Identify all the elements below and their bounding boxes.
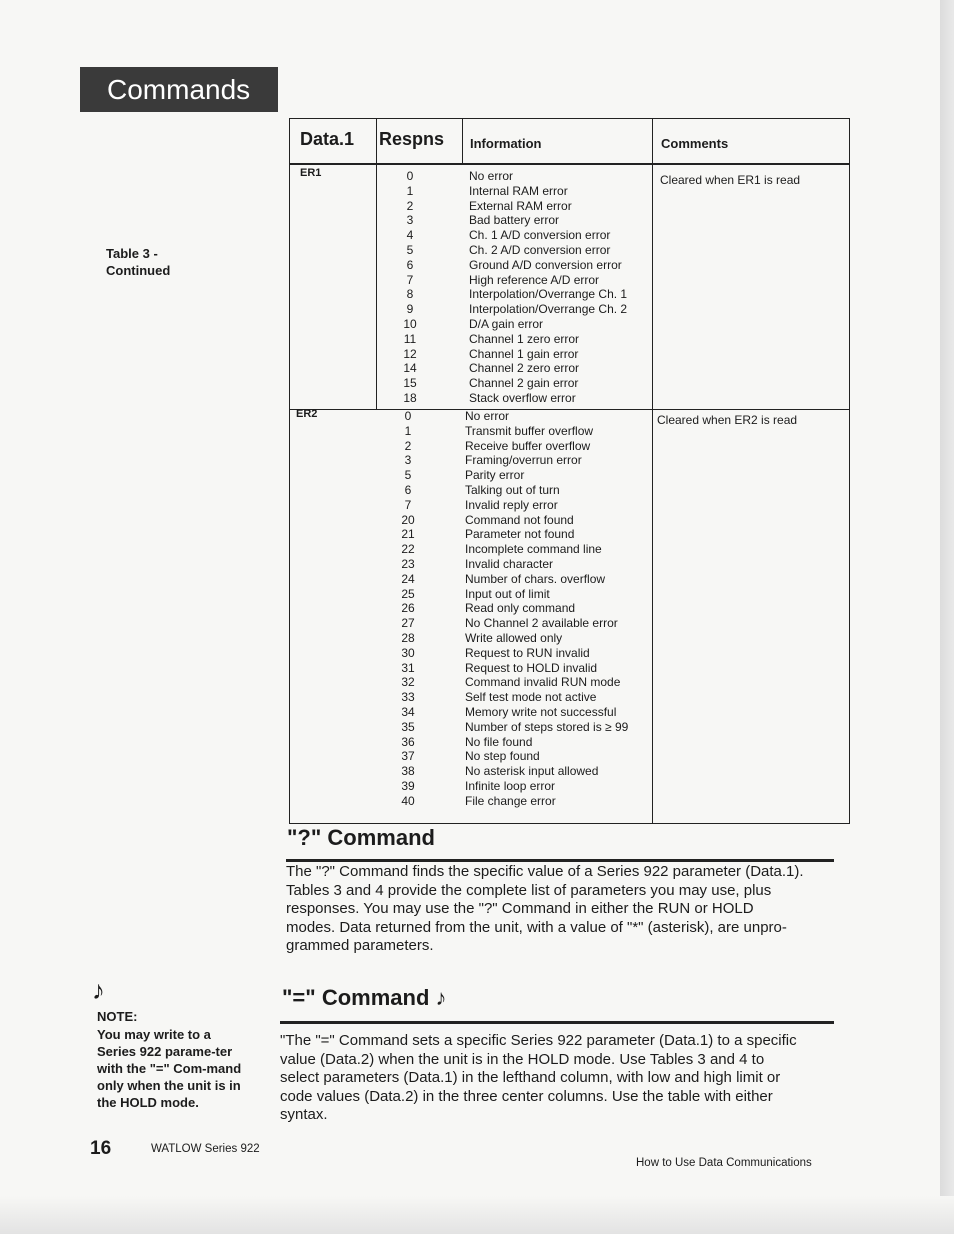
body-line: syntax. — [280, 1106, 328, 1123]
er1-code: 1 — [406, 183, 414, 198]
er2-code: 32 — [401, 675, 415, 690]
body-line: The "?" Command finds the specific value of a Series 922 parameter (Data.1). — [286, 863, 804, 880]
er2-code: 35 — [401, 719, 415, 734]
er1-info: External RAM error — [469, 198, 572, 213]
er2-code: 2 — [404, 438, 412, 453]
er2-code: 0 — [404, 409, 412, 423]
er2-info: Command not found — [465, 512, 574, 527]
er2-info: No error — [465, 409, 510, 423]
eighth-note-icon: ♪ — [92, 975, 105, 1005]
page-number: 16 — [90, 1138, 112, 1159]
scan-bottom-shadow — [0, 1196, 954, 1234]
question-command-rule — [286, 859, 834, 862]
er1-info: D/A gain error — [469, 316, 544, 331]
column-divider-3 — [652, 119, 653, 823]
er2-code-column — [383, 409, 433, 809]
error-code-table — [289, 118, 850, 824]
er2-code: 26 — [401, 601, 415, 616]
er2-code: 28 — [401, 630, 415, 645]
er2-info-column — [465, 409, 628, 809]
er2-info: Transmit buffer overflow — [465, 423, 594, 438]
er1-code: 12 — [403, 346, 417, 361]
er1-code: 15 — [403, 376, 417, 391]
er1-info: Stack overflow error — [469, 390, 576, 405]
er1-info: Interpolation/Overrange Ch. 2 — [469, 302, 628, 317]
er1-code: 7 — [406, 272, 414, 287]
er1-code-column — [385, 169, 435, 406]
er1-info: No error — [469, 169, 514, 183]
er2-code: 39 — [401, 778, 415, 793]
er2-label: ER2 — [296, 408, 318, 420]
er2-code: 34 — [401, 704, 415, 719]
er2-code: 23 — [401, 556, 415, 571]
note-title: NOTE: — [97, 1009, 138, 1024]
er2-comment: Cleared when ER2 is read — [657, 413, 798, 427]
er2-info: Command invalid RUN mode — [465, 675, 621, 690]
er1-code: 0 — [406, 169, 414, 183]
er2-code: 5 — [404, 468, 412, 483]
er1-code: 4 — [406, 228, 414, 243]
column-divider-1 — [376, 119, 377, 409]
er1-info: Channel 1 zero error — [469, 331, 580, 346]
body-line: modes. Data returned from the unit, with a value of "*" (asterisk), are unpro- — [286, 918, 787, 936]
er2-info: Framing/overrun error — [465, 453, 582, 468]
er1-code: 3 — [406, 213, 414, 228]
er2-code: 27 — [401, 616, 415, 631]
er2-info: No Channel 2 available error — [465, 616, 618, 631]
er1-label: ER1 — [300, 167, 322, 179]
er2-info: Request to RUN invalid — [465, 645, 590, 660]
footer-product: WATLOW Series 922 — [151, 1143, 260, 1155]
body-line: grammed parameters. — [286, 937, 434, 954]
er1-code: 2 — [406, 198, 414, 213]
equals-command-body — [280, 1032, 840, 1125]
er1-info: Ground A/D conversion error — [469, 257, 622, 272]
er2-code: 30 — [401, 645, 415, 660]
er1-code: 18 — [403, 390, 417, 405]
er2-code: 40 — [401, 793, 415, 808]
er1-info: High reference A/D error — [469, 272, 600, 287]
er2-info: File change error — [465, 793, 556, 808]
equals-command-title — [282, 985, 447, 1011]
er1-code: 9 — [406, 302, 414, 317]
equals-command-title-text: "=" Command — [282, 985, 430, 1010]
er2-info: Parity error — [465, 468, 525, 483]
section-header: Commands — [80, 67, 278, 112]
er2-info: No step found — [465, 749, 540, 764]
er2-info: Input out of limit — [465, 586, 550, 601]
er2-code: 3 — [404, 453, 412, 468]
column-divider-2 — [462, 119, 463, 165]
er2-code: 1 — [404, 423, 412, 438]
er2-info: No file found — [465, 734, 533, 749]
er2-info: Write allowed only — [465, 630, 563, 645]
equals-command-rule — [280, 1021, 834, 1024]
question-command-body — [286, 863, 846, 956]
er1-code: 6 — [406, 257, 414, 272]
table-caption-line2: Continued — [106, 263, 171, 278]
footer-section: How to Use Data Communications — [636, 1157, 812, 1169]
er2-code: 21 — [401, 527, 415, 542]
table-caption-line1: Table 3 - — [106, 246, 158, 261]
eighth-note-icon: ♪ — [435, 985, 447, 1010]
er1-info: Channel 2 gain error — [469, 376, 579, 391]
header-data1: Data.1 — [300, 129, 355, 149]
er1-code: 8 — [406, 287, 414, 302]
body-line: value (Data.2) when the unit is in the HOLD mode. Use Tables 3 and 4 to — [280, 1050, 765, 1068]
er1-code: 5 — [406, 242, 414, 257]
body-line: "The "=" Command sets a specific Series 922 parameter (Data.1) to a specific — [280, 1032, 797, 1049]
body-line: Tables 3 and 4 provide the complete list of parameters you may use, plus — [286, 881, 772, 899]
er2-info: Invalid character — [465, 556, 554, 571]
er2-info: No asterisk input allowed — [465, 764, 599, 779]
er2-code: 24 — [401, 571, 415, 586]
er2-code: 20 — [401, 512, 415, 527]
er2-info: Incomplete command line — [465, 542, 602, 557]
er2-code: 36 — [401, 734, 415, 749]
er2-info: Parameter not found — [465, 527, 575, 542]
er2-code: 25 — [401, 586, 415, 601]
er1-info: Ch. 2 A/D conversion error — [469, 242, 611, 257]
er2-code: 7 — [404, 497, 412, 512]
body-line: responses. You may use the "?" Command in either the RUN or HOLD — [286, 900, 754, 917]
er1-code: 14 — [403, 361, 417, 376]
er2-info: Infinite loop error — [465, 778, 556, 793]
er1-code: 11 — [403, 331, 417, 346]
er1-info: Channel 1 gain error — [469, 346, 579, 361]
body-line: code values (Data.2) in the three center columns. Use the table with either — [280, 1087, 773, 1105]
scan-edge — [940, 0, 954, 1234]
er2-code: 33 — [401, 690, 415, 705]
er1-info-column — [469, 169, 627, 406]
body-line: select parameters (Data.1) in the lefthand column, with low and high limit or — [280, 1069, 781, 1086]
table-caption — [106, 245, 196, 279]
er2-info: Request to HOLD invalid — [465, 660, 598, 675]
er1-info: Interpolation/Overrange Ch. 1 — [469, 287, 628, 302]
er2-info: Receive buffer overflow — [465, 438, 591, 453]
er2-info: Number of steps stored is ≥ 99 — [465, 719, 629, 734]
header-comments: Comments — [661, 136, 729, 151]
er2-info: Number of chars. overflow — [465, 571, 606, 586]
er1-info: Channel 2 zero error — [469, 361, 580, 376]
er2-info: Read only command — [465, 601, 576, 616]
er2-info: Self test mode not active — [465, 690, 597, 705]
er2-info: Invalid reply error — [465, 497, 558, 512]
er2-code: 37 — [401, 749, 415, 764]
er1-info: Ch. 1 A/D conversion error — [469, 228, 611, 243]
er2-code: 31 — [401, 660, 415, 675]
note-body: You may write to a Series 922 parame-ter with the "=" Com-mand only when the unit is in the HOLD mode. — [97, 1027, 242, 1110]
header-respns: Respns — [379, 129, 445, 149]
er2-code: 6 — [404, 482, 412, 497]
er1-info: Bad battery error — [469, 213, 560, 228]
header-information: Information — [470, 136, 542, 151]
er2-info: Talking out of turn — [465, 482, 560, 497]
er2-code: 38 — [401, 764, 415, 779]
header-rule — [290, 163, 849, 165]
er1-info: Internal RAM error — [469, 183, 568, 198]
er2-code: 22 — [401, 542, 415, 557]
er2-info: Memory write not successful — [465, 704, 617, 719]
question-command-title: "?" Command — [287, 825, 435, 850]
er1-code: 10 — [403, 316, 417, 331]
er1-comment: Cleared when ER1 is read — [660, 173, 801, 187]
